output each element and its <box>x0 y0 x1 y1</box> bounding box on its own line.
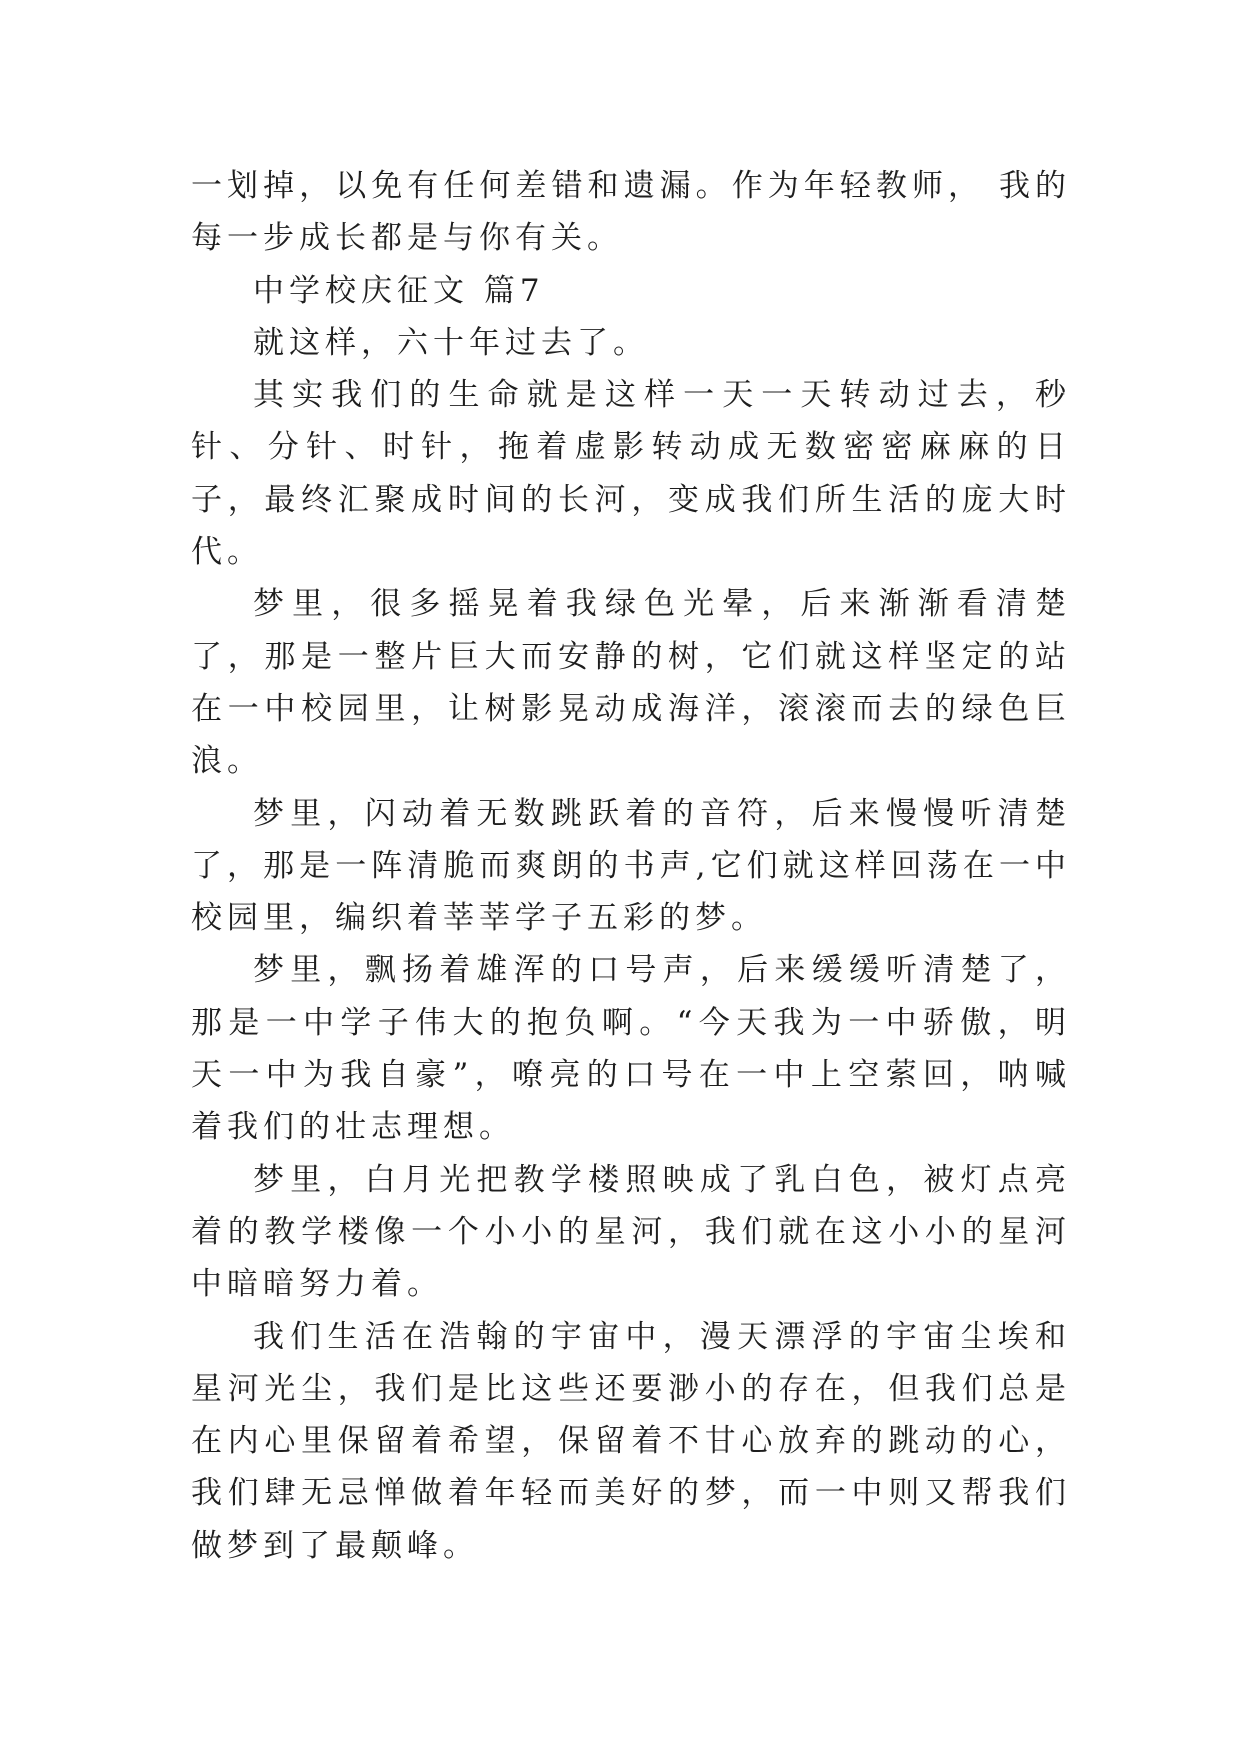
paragraph: 我们生活在浩翰的宇宙中，漫天漂浮的宇宙尘埃和星河光尘，我们是比这些还要渺小的存在，但我们总是在内心里保留着希望，保留着不甘心放弃的跳动的心，我们肆无忌惮做着年轻而美好的梦，而一中则又帮我们做梦到了最颠峰。 <box>191 1318 1071 1564</box>
paragraph: 梦里，闪动着无数跳跃着的音符，后来慢慢听清楚了，那是一阵清脆而爽朗的书声,它们就这样回荡在一中校园里，编织着莘莘学子五彩的梦。 <box>191 795 1071 937</box>
paragraph: 就这样，六十年过去了。 <box>253 324 649 361</box>
paragraph-continuation: 一划掉，以免有任何差错和遗漏。作为年轻教师， 我的每一步成长都是与你有关。 <box>191 168 1071 257</box>
paragraph: 其实我们的生命就是这样一天一天转动过去，秒针、分针、时针，拖着虚影转动成无数密密麻麻的日子，最终汇聚成时间的长河，变成我们所生活的庞大时代。 <box>191 377 1071 571</box>
section-heading: 中学校庆征文 篇7 <box>253 272 545 309</box>
paragraph: 梦里，很多摇晃着我绿色光晕，后来渐渐看清楚了，那是一整片巨大而安静的树，它们就这样坚定的站在一中校园里，让树影晃动成海洋，滚滚而去的绿色巨浪。 <box>191 586 1071 780</box>
paragraph: 梦里，白月光把教学楼照映成了乳白色，被灯点亮着的教学楼像一个小小的星河，我们就在这小小的星河中暗暗努力着。 <box>191 1161 1071 1303</box>
document-body <box>191 160 1071 1572</box>
paragraph: 梦里，飘扬着雄浑的口号声，后来缓缓听清楚了，那是一中学子伟大的抱负啊。“今天我为一中骄傲，明天一中为我自豪”，嘹亮的口号在一中上空萦回，呐喊着我们的壮志理想。 <box>191 952 1071 1146</box>
